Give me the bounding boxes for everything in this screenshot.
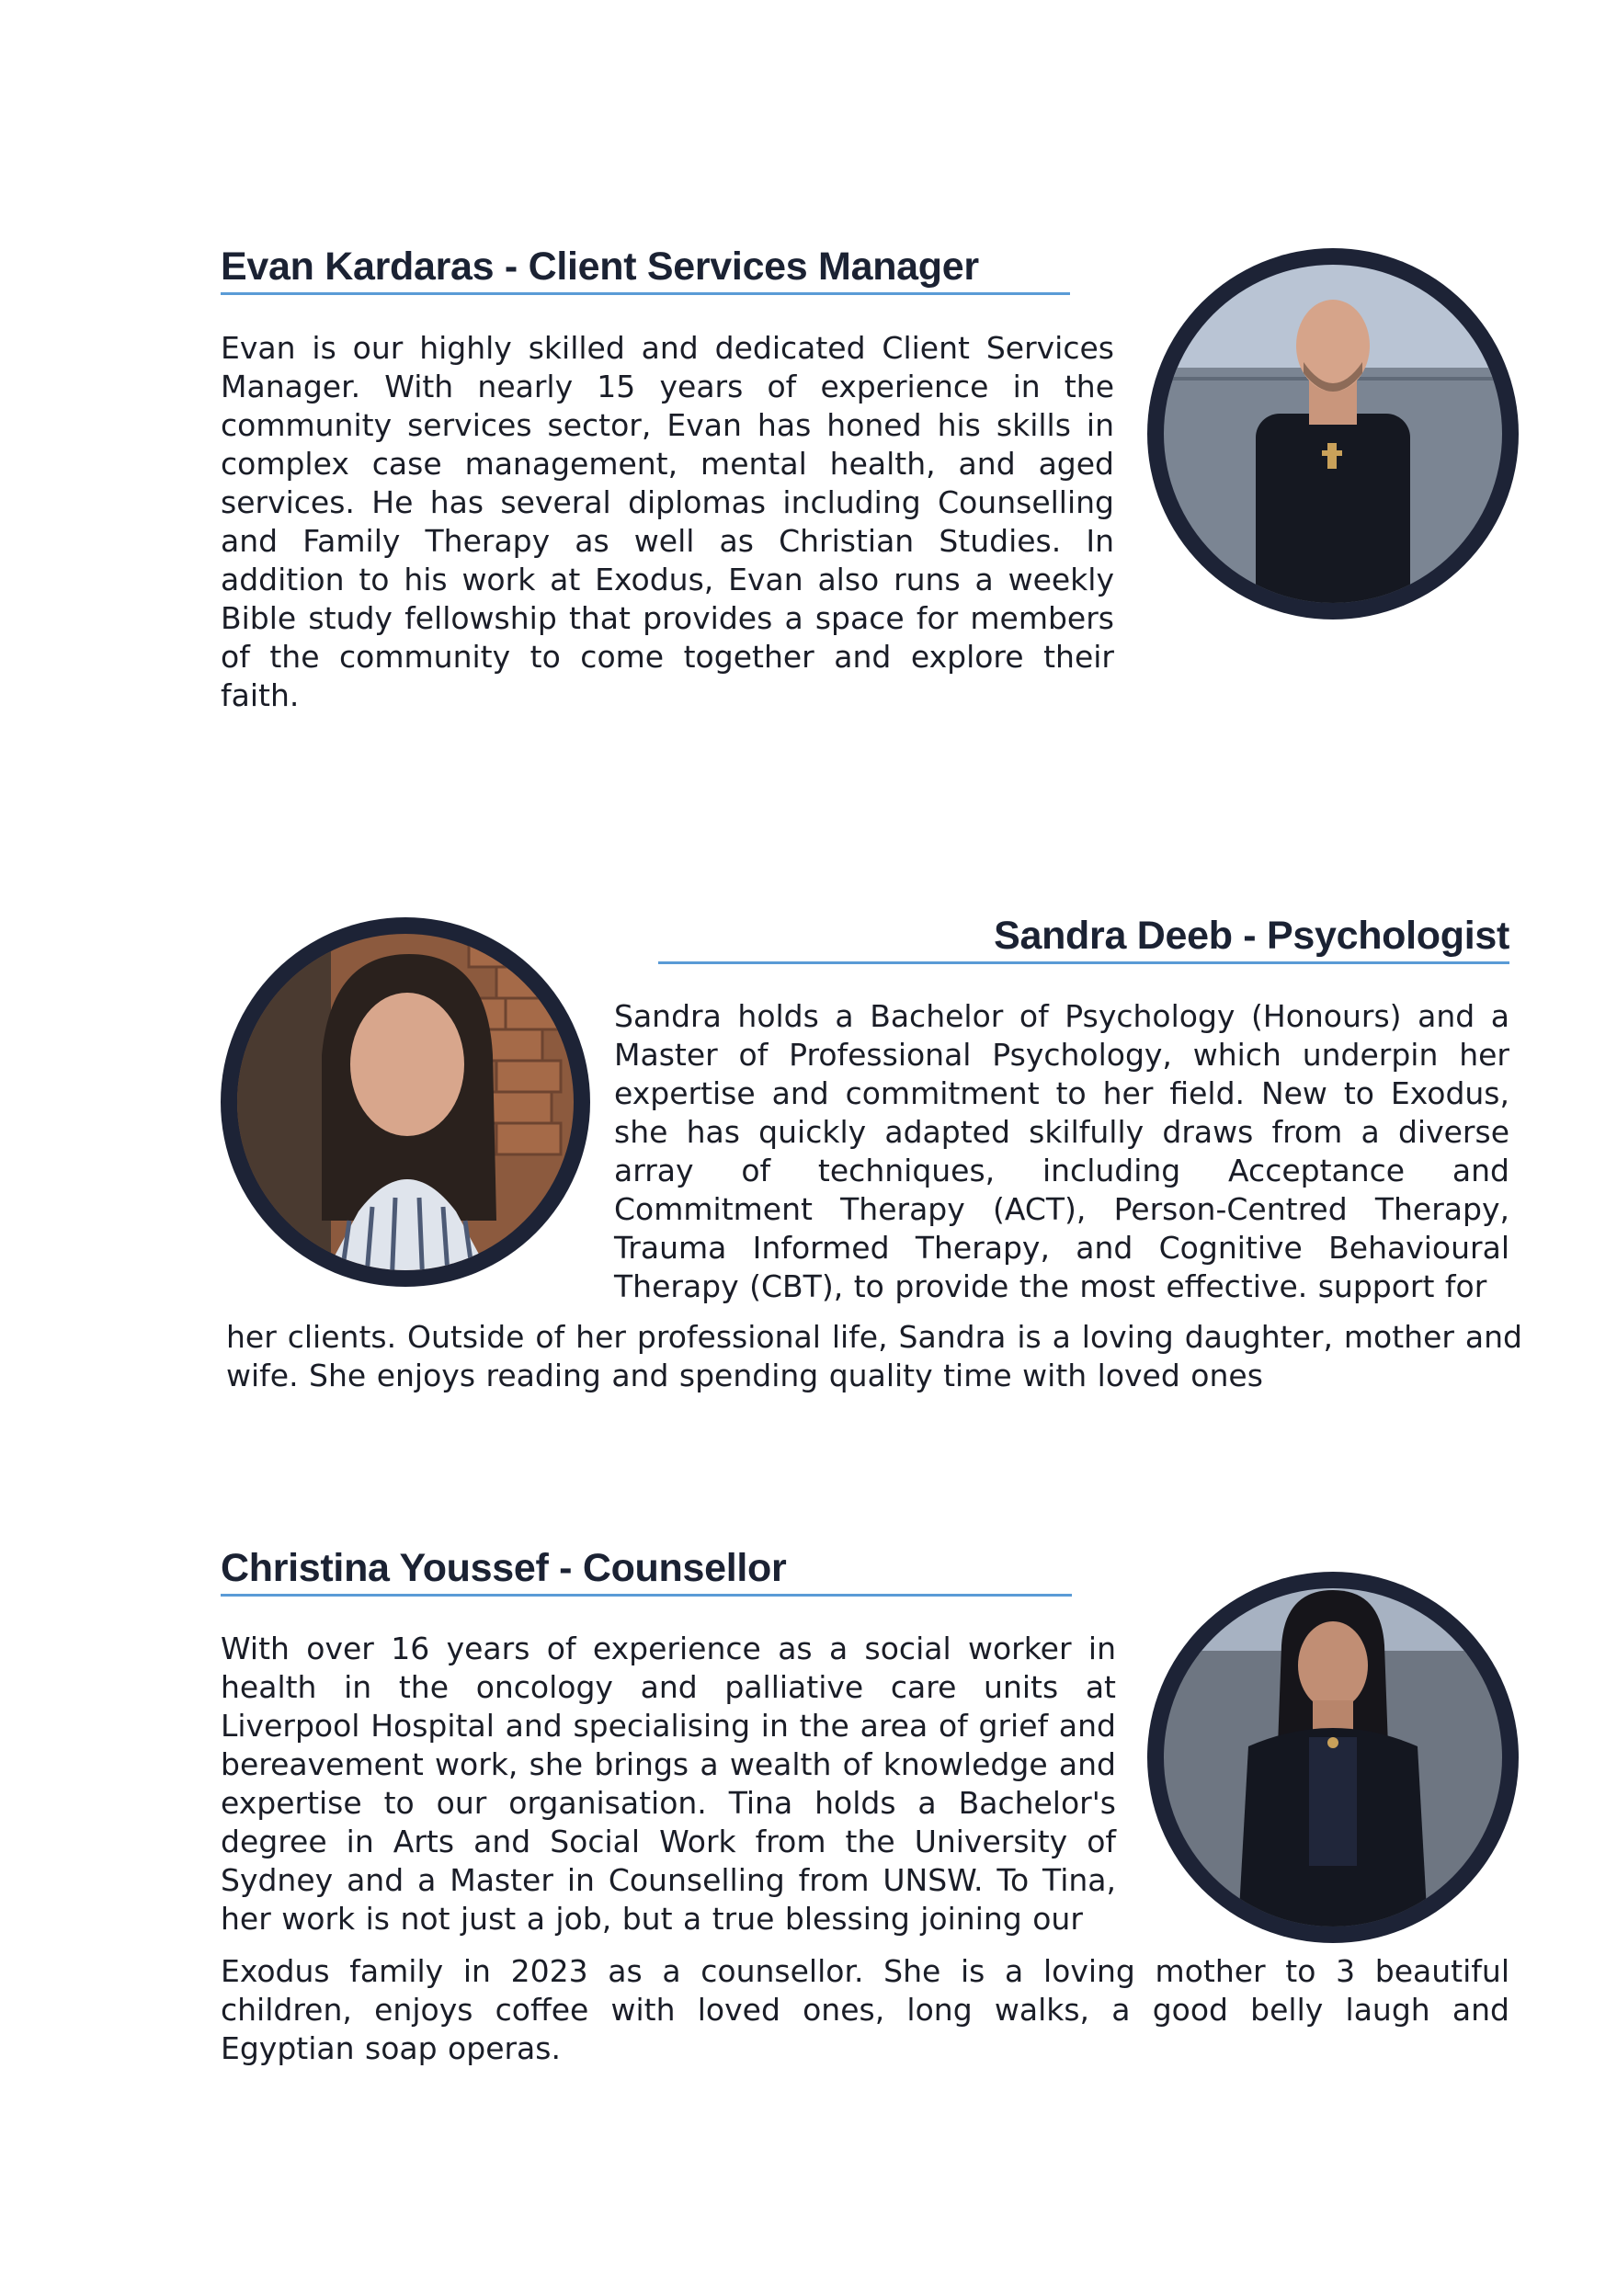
heading-underline [221, 292, 1070, 295]
profile-bio-evan: Evan is our highly skilled and dedicated Client Services Manager. With nearly 15 years of experience in the community services sector, Evan has honed his skills in complex case management, mental health, and aged services. He has several diplomas including Counselling and Family Therapy as well as Christian Studies. In addition to his work at Exodus, Evan also runs a weekly Bible study fellowship that provides a space for members of the community to come together and explore their faith. [221, 330, 1114, 713]
christina-portrait-photo [1147, 1572, 1519, 1943]
profile-bio-christina-full: Exodus family in 2023 as a counsellor. She is a loving mother to 3 beautiful children, enjoys coffee with loved ones, long walks, a good belly laugh and Egyptian soap operas. [221, 1953, 1509, 2066]
sandra-portrait-photo [221, 917, 590, 1287]
profile-heading-evan: Evan Kardaras - Client Services Manager [221, 244, 979, 289]
profile-heading-christina: Christina Youssef - Counsellor [221, 1546, 787, 1590]
evan-portrait-photo [1147, 248, 1519, 619]
profile-bio-sandra-wrapped: Sandra holds a Bachelor of Psychology (Honours) and a Master of Professional Psychology, which underpin her expertise and commitment to her field. New to Exodus, she has quickly adapted skilfully draws from a diverse array of techniques, including Acceptance and Commitment Therapy (ACT), Person-Centred Therapy, Trauma Informed Therapy, and Cognitive Behavioural Therapy (CBT), to provide the most effective. support for [614, 998, 1509, 1304]
profile-bio-sandra-full: her clients. Outside of her professional life, Sandra is a loving daughter, mother and wife. She enjoys reading and spending quality time with loved ones [226, 1319, 1522, 1393]
profile-heading-sandra: Sandra Deeb - Psychologist [994, 914, 1509, 958]
heading-underline [221, 1594, 1072, 1597]
heading-underline [658, 961, 1509, 964]
profile-bio-christina-wrapped: With over 16 years of experience as a social worker in health in the oncology and palliative care units at Liverpool Hospital and specialising in the area of grief and bereavement work, she brings a wealth of knowledge and expertise to our organisation. Tina holds a Bachelor's degree in Arts and Social Work from the University of Sydney and a Master in Counselling from UNSW. To Tina, her work is not just a job, but a true blessing joining our [221, 1631, 1116, 1937]
